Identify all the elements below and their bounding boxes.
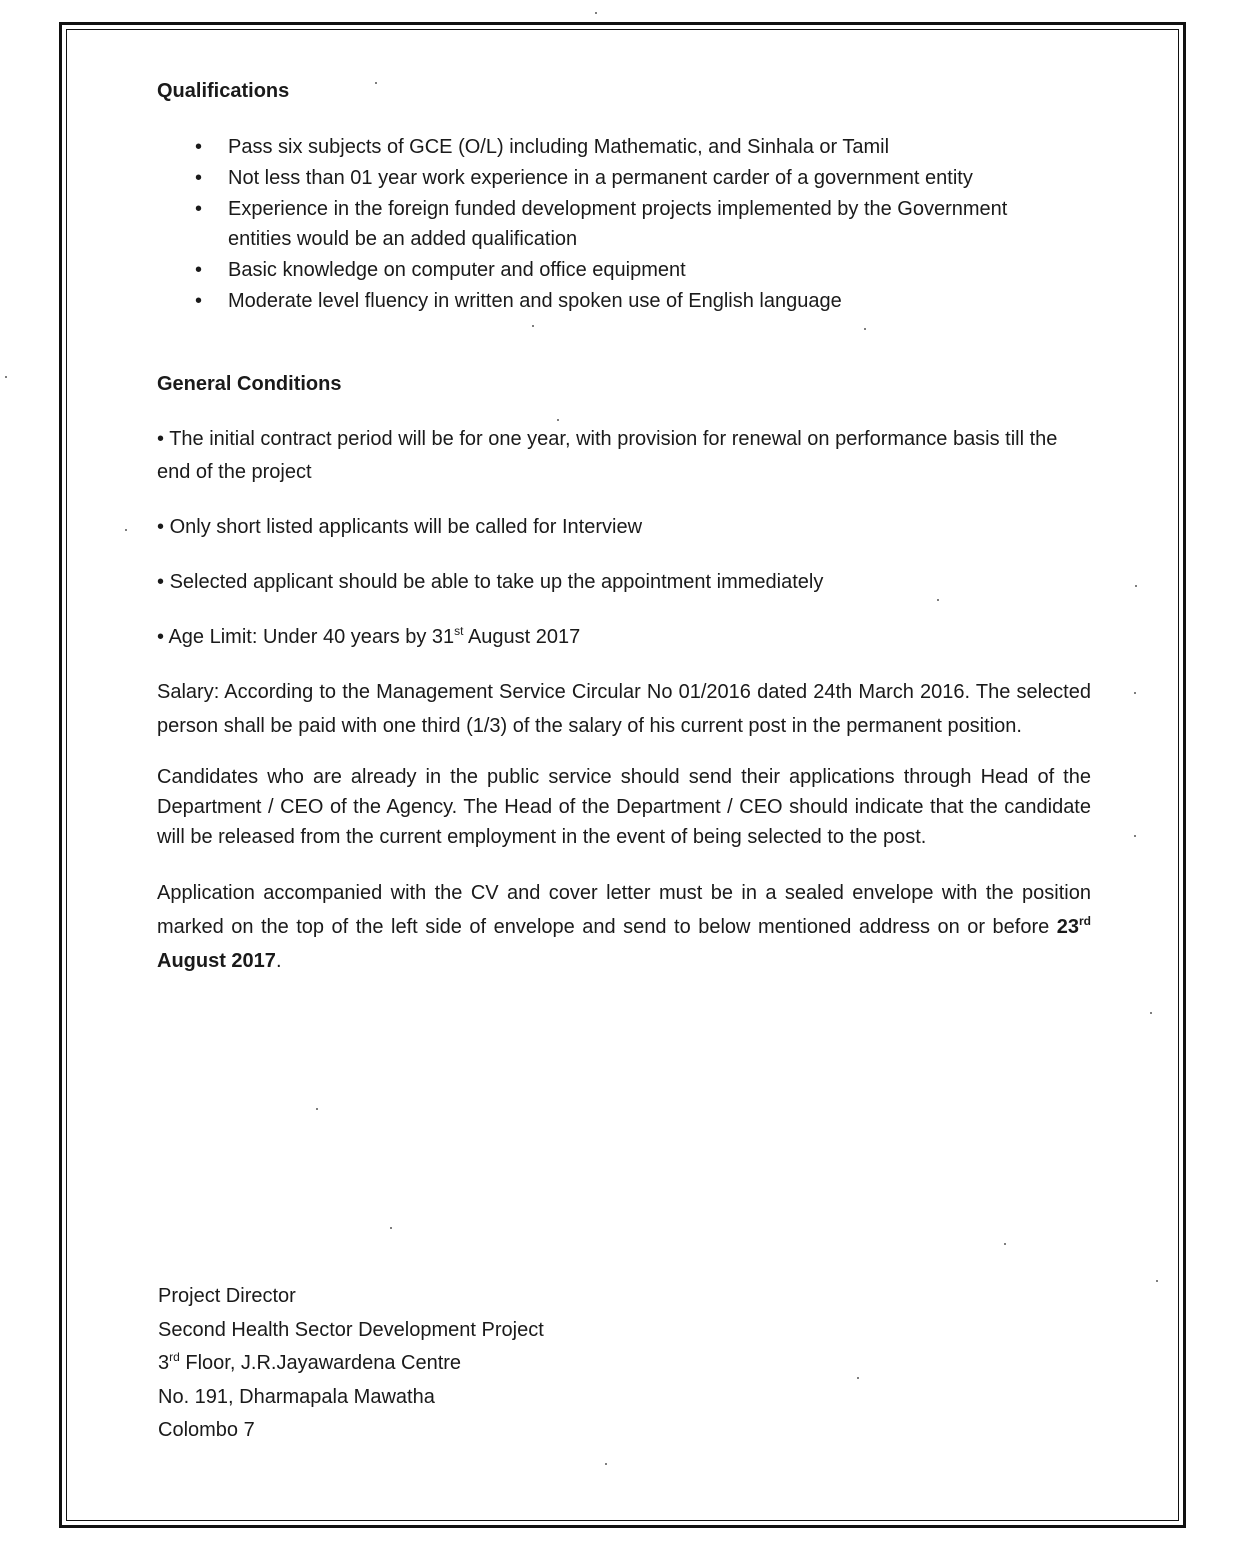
- scan-speck: [125, 529, 127, 531]
- scan-speck: [375, 82, 377, 84]
- salary-paragraph: Salary: According to the Management Service Circular No 01/2016 dated 24th March 2016. The selected person shall be paid with one third (1/3) of the salary of his current post in the permanent position.: [157, 681, 1091, 737]
- qualification-item: [157, 286, 1091, 316]
- scan-speck: [1004, 1243, 1006, 1245]
- qualification-text: Moderate level fluency in written and spoken use of English language: [228, 290, 842, 312]
- bullet-icon: •: [195, 198, 203, 220]
- bullet-icon: •: [157, 428, 165, 450]
- scan-speck: [1135, 585, 1137, 587]
- scan-speck: [557, 419, 559, 421]
- condition-item: [157, 511, 1091, 544]
- condition-item: [157, 566, 1091, 599]
- condition-text: Selected applicant should be able to take up the appointment immediately: [169, 571, 824, 593]
- floor-sup: rd: [169, 1350, 180, 1364]
- scan-speck: [595, 12, 597, 14]
- scan-speck: [390, 1227, 392, 1229]
- bullet-icon: •: [195, 259, 203, 281]
- bullet-icon: •: [195, 136, 203, 158]
- qualifications-list: [157, 132, 1091, 316]
- scan-speck: [937, 599, 939, 601]
- mailing-address: [158, 1280, 544, 1448]
- application-text: Application accompanied with the CV and cover letter must be in a sealed envelope with the position marked on the top of the left side of envelope and send to below mentioned address on or before: [157, 882, 1091, 938]
- qualification-text: Pass six subjects of GCE (O/L) including Mathematic, and Sinhala or Tamil: [228, 136, 890, 158]
- qualification-text-continued: entities would be an added qualification: [228, 228, 578, 250]
- application-paragraph: [157, 876, 1091, 978]
- bullet-icon: •: [195, 167, 203, 189]
- address-line: Project Director: [158, 1285, 296, 1307]
- condition-item: [157, 423, 1091, 489]
- scan-speck: [1156, 1280, 1158, 1282]
- scan-speck: [1150, 1012, 1152, 1014]
- general-conditions-heading: General Conditions: [157, 373, 342, 395]
- qualification-text: Basic knowledge on computer and office equipment: [228, 259, 686, 281]
- floor-rest: Floor, J.R.Jayawardena Centre: [179, 1352, 462, 1374]
- bullet-icon: •: [157, 626, 165, 648]
- bullet-icon: •: [195, 290, 203, 312]
- qualification-item: [157, 163, 1091, 193]
- scan-speck: [532, 325, 534, 327]
- scan-speck: [605, 1463, 607, 1465]
- bullet-icon: •: [157, 516, 165, 538]
- document-body: [157, 76, 1091, 978]
- application-end: .: [275, 950, 282, 972]
- deadline-sup: rd: [1079, 914, 1091, 928]
- address-line: Colombo 7: [158, 1419, 255, 1441]
- age-limit-sup: st: [454, 624, 464, 638]
- deadline-day: 23: [1056, 916, 1079, 938]
- scan-speck: [857, 1377, 859, 1379]
- scan-speck: [5, 376, 7, 378]
- scan-speck: [316, 1108, 318, 1110]
- bullet-icon: •: [157, 571, 165, 593]
- condition-text: Only short listed applicants will be called for Interview: [169, 516, 643, 538]
- address-line: Second Health Sector Development Project: [158, 1318, 544, 1341]
- scan-speck: [864, 328, 866, 330]
- candidates-paragraph: Candidates who are already in the public service should send their applications through Head of the Department / CEO of the Agency. The Head of the Department / CEO should indicate that the candidate will be released from the current employment in the event of being selected to the post.: [157, 766, 1091, 848]
- age-limit-text: Age Limit: Under 40 years by 31: [168, 626, 455, 648]
- address-line: [158, 1347, 544, 1381]
- qualifications-heading: Qualifications: [157, 80, 290, 102]
- qualification-item: [157, 194, 1091, 254]
- qualification-item: [157, 132, 1091, 162]
- qualification-text: Not less than 01 year work experience in a permanent carder of a government entity: [228, 167, 973, 189]
- qualification-item: [157, 255, 1091, 285]
- scan-speck: [1134, 835, 1136, 837]
- floor-number: 3: [158, 1352, 170, 1374]
- deadline-rest: August 2017: [157, 950, 276, 972]
- condition-item-age-limit: [157, 621, 1091, 654]
- age-limit-suffix: August 2017: [463, 626, 581, 648]
- qualification-text: Experience in the foreign funded development projects implemented by the Government: [228, 198, 1008, 220]
- condition-text: The initial contract period will be for one year, with provision for renewal on performance basis till the end of the project: [157, 428, 1058, 483]
- address-line: No. 191, Dharmapala Mawatha: [158, 1385, 435, 1408]
- scan-speck: [1134, 692, 1136, 694]
